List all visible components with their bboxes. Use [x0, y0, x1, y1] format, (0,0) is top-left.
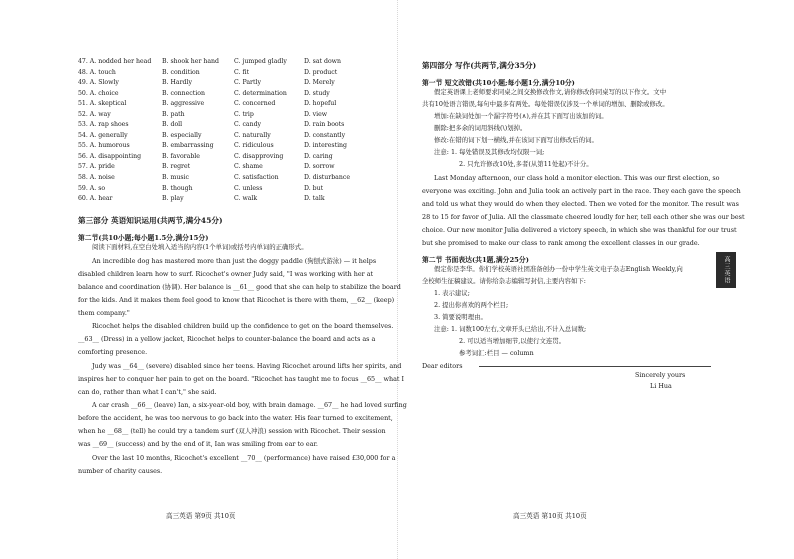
option-cell: 60. A. hear	[78, 195, 113, 203]
task-line: 全校师生征稿建议。请你给杂志编辑写封信,主要内容如下:	[422, 277, 586, 285]
option-row	[78, 120, 364, 131]
option-cell: B. aggressive	[162, 100, 205, 108]
option-cell: C. disapproving	[234, 152, 284, 160]
option-row	[78, 68, 364, 79]
option-cell: B. play	[162, 195, 184, 203]
instruction-line: 注意: 1. 每处错误及其修改均仅限一词;	[434, 148, 545, 156]
passage-line: when he __68__ (tell) he could try a tandem surf (双人冲浪) session with Ricochet. Their session	[78, 427, 386, 435]
option-cell: 47. A. nodded her head	[78, 58, 152, 65]
option-cell: D. disturbance	[304, 174, 350, 182]
page-footer: 高三英语 第9页 共10页	[166, 512, 236, 520]
option-cell: D. sat down	[304, 58, 341, 65]
passage-line: inspires her to conquer her pain to get on the board. "Ricochet has taught me to focus __65__ what I	[78, 375, 405, 383]
essay-line: 28 to 15 for favor of Julia. All the classmate cheered loudly for her, tell each other she was our best	[422, 213, 745, 221]
option-row	[78, 110, 364, 121]
essay-line: but she promised to make our class to rank among the excellent classes in our grade.	[422, 239, 700, 247]
instruction-line: 假定英语课上老师要求同桌之间交换修改作文,请你修改你同桌写的以下作文。文中	[434, 88, 667, 96]
option-cell: B. connection	[162, 89, 205, 97]
option-row	[78, 99, 364, 110]
option-cell: D. interesting	[304, 142, 347, 150]
option-cell: D. rain boots	[304, 121, 345, 129]
essay-line: and told us what they would do when they elected. Then we voted for the monitor. The result was	[422, 200, 739, 208]
passage-line: disabled children learn how to surf. Ricochet's owner Judy said, "I was working with her at	[78, 270, 374, 278]
option-cell: C. naturally	[234, 131, 271, 139]
essay-line: everyone was exciting. John and Julia took an actively part in the race. They each gave the speech	[422, 187, 741, 195]
option-cell: 55. A. humorous	[78, 142, 130, 150]
option-cell: C. Partly	[234, 79, 261, 87]
instruction-line: 修改:在错的词下划一横线,并在该词下面写出修改后的词。	[434, 136, 598, 144]
option-cell: C. determination	[234, 89, 287, 97]
passage-line: __63__ (Dress) in a yellow jacket, Ricochet helps to counter-balance the board and acts as a	[78, 335, 376, 343]
option-cell: C. trip	[234, 110, 254, 118]
option-row	[78, 194, 364, 205]
passage-line: was __69__ (success) and by the end of it, Ian was smiling from ear to ear.	[78, 440, 318, 448]
option-cell: 52. A. way	[78, 110, 111, 118]
passage-line: comforting presence.	[78, 348, 148, 356]
passage-line: Ricochet helps the disabled children build up the confidence to get on the board themselves.	[92, 322, 394, 330]
option-cell: C. fit	[234, 68, 250, 76]
task-line: 注意: 1. 词数100左右,文章开头已给出,不计入总词数;	[434, 325, 587, 333]
passage-line: An incredible dog has mastered more than just the doggy paddle (狗刨式游泳) — it helps	[92, 257, 377, 265]
option-cell: B. condition	[162, 68, 200, 76]
option-cell: D. caring	[304, 152, 333, 160]
instruction-line: 共有10处语言错误,每句中最多有两处。每处错误仅涉及一个单词的增加、删除或修改。	[422, 100, 669, 108]
passage-line: them company."	[78, 309, 130, 317]
option-row	[78, 162, 364, 173]
option-row	[78, 89, 364, 100]
option-cell: 51. A. skeptical	[78, 100, 127, 108]
option-cell: C. jumped gladly	[234, 58, 287, 65]
closing: Sincerely yours	[635, 371, 686, 379]
option-cell: B. regret	[162, 163, 191, 171]
option-row	[78, 57, 364, 68]
option-row	[78, 173, 364, 184]
task-line: 3. 简要说明理由。	[434, 313, 487, 321]
option-row	[78, 152, 364, 163]
option-cell: D. sorrow	[304, 163, 335, 171]
option-cell: D. product	[304, 68, 338, 76]
option-row	[78, 184, 364, 195]
option-cell: B. shook her hand	[162, 58, 219, 65]
passage-line: number of charity causes.	[78, 467, 163, 475]
instruction-line: 删除:把多余的词用斜线(\)划掉。	[434, 124, 527, 132]
option-row	[78, 141, 364, 152]
instruction-line: 增加:在缺词处加一个漏字符号(∧),并在其下面写出该加的词。	[434, 112, 608, 120]
option-cell: 54. A. generally	[78, 131, 128, 139]
task-line: 1. 表示建议;	[434, 289, 470, 297]
option-cell: C. ridiculous	[234, 142, 274, 150]
option-cell: C. walk	[234, 195, 258, 203]
option-cell: D. but	[304, 184, 324, 192]
essay-line: Last Monday afternoon, our class hold a monitor election. This was our first election, so	[434, 174, 720, 182]
task-line: 假定你是李华。你们学校英语社团准备创办一份中学生英文电子杂志English Weekly,向	[434, 265, 683, 273]
passage-line: for the kids. And it makes them feel good to know that Ricochet is there with them, __62__ (keep)	[78, 296, 395, 304]
passage-line: before the accident, he was too nervous to go back into the water. His fear turned to excitement,	[78, 414, 393, 422]
subject-tab: 高三英语	[716, 252, 736, 288]
option-cell: 58. A. noise	[78, 174, 115, 182]
option-cell: B. path	[162, 110, 185, 118]
option-row	[78, 78, 364, 89]
option-cell: 48. A. touch	[78, 68, 116, 76]
option-cell: 49. A. Slowly	[78, 79, 119, 87]
option-cell: 50. A. choice	[78, 89, 119, 97]
passage-line: Over the last 10 months, Ricochet's excellent __70__ (performance) have raised £30,000 for a	[92, 454, 396, 462]
option-cell: D. Merely	[304, 79, 335, 87]
section2-heading: 第二节(共10小题;每小题1.5分,满分15分)	[78, 234, 209, 242]
section2-writing-heading: 第二节 书面表达(共1题,满分25分)	[422, 256, 529, 264]
option-row	[78, 131, 364, 142]
option-cell: B. music	[162, 174, 189, 182]
option-cell: C. unless	[234, 184, 263, 192]
option-cell: D. constantly	[304, 131, 346, 139]
option-cell: D. hopeful	[304, 100, 337, 108]
option-cell: B. though	[162, 184, 193, 192]
passage-line: 阅读下面材料,在空白处填入适当的内容(1个单词)或括号内单词的正确形式。	[92, 243, 308, 251]
task-line: 2. 可以适当增加细节,以使行文连贯。	[459, 337, 566, 345]
option-cell: B. Hardly	[162, 79, 192, 87]
writing-line	[479, 366, 711, 367]
section1-heading: 第一节 短文改错(共10小题;每小题1分,满分10分)	[422, 79, 575, 87]
option-cell: C. shame	[234, 163, 263, 171]
passage-line: can do, rather than what I can't," she said.	[78, 388, 217, 396]
instruction-line: 2. 只允许修改10处,多者(从第11处起)不计分。	[459, 160, 593, 168]
options-table	[78, 57, 364, 205]
option-cell: C. candy	[234, 121, 262, 129]
option-cell: B. doll	[162, 121, 183, 129]
passage-line: Judy was __64__ (severe) disabled since her teens. Having Ricochet around lifts her spirits, and	[92, 362, 402, 370]
page-footer: 高三英语 第10页 共10页	[513, 512, 587, 520]
part4-heading: 第四部分 写作(共两节,满分35分)	[422, 61, 537, 70]
option-cell: B. especially	[162, 131, 202, 139]
option-cell: C. concerned	[234, 100, 276, 108]
salutation: Dear editors	[422, 362, 463, 370]
option-cell: 59. A. so	[78, 184, 106, 192]
option-cell: D. talk	[304, 195, 325, 203]
passage-line: A car crash __66__ (leave) Ian, a six-year-old boy, with brain damage. __67__ he had loved surfing	[92, 401, 407, 409]
essay-line: choice. Our new monitor Julia delivered a victory speech, in which she was thankful for our trust	[422, 226, 737, 234]
option-cell: D. view	[304, 110, 328, 118]
task-line: 2. 提出你喜欢的两个栏目;	[434, 301, 509, 309]
option-cell: 57. A. pride	[78, 163, 115, 171]
option-cell: 56. A. disappointing	[78, 152, 142, 160]
signature: Li Hua	[650, 382, 672, 390]
part3-heading: 第三部分 英语知识运用(共两节,满分45分)	[78, 216, 223, 225]
passage-line: balance and coordination (协调). Her balance is __61__ good that she can help to stabilize the board	[78, 283, 401, 291]
option-cell: B. embarrassing	[162, 142, 214, 150]
task-line: 参考词汇:栏目 — column	[459, 349, 534, 357]
option-cell: D. study	[304, 89, 330, 97]
option-cell: C. satisfaction	[234, 174, 279, 182]
option-cell: 53. A. rap shoes	[78, 121, 129, 129]
option-cell: B. favorable	[162, 152, 200, 160]
